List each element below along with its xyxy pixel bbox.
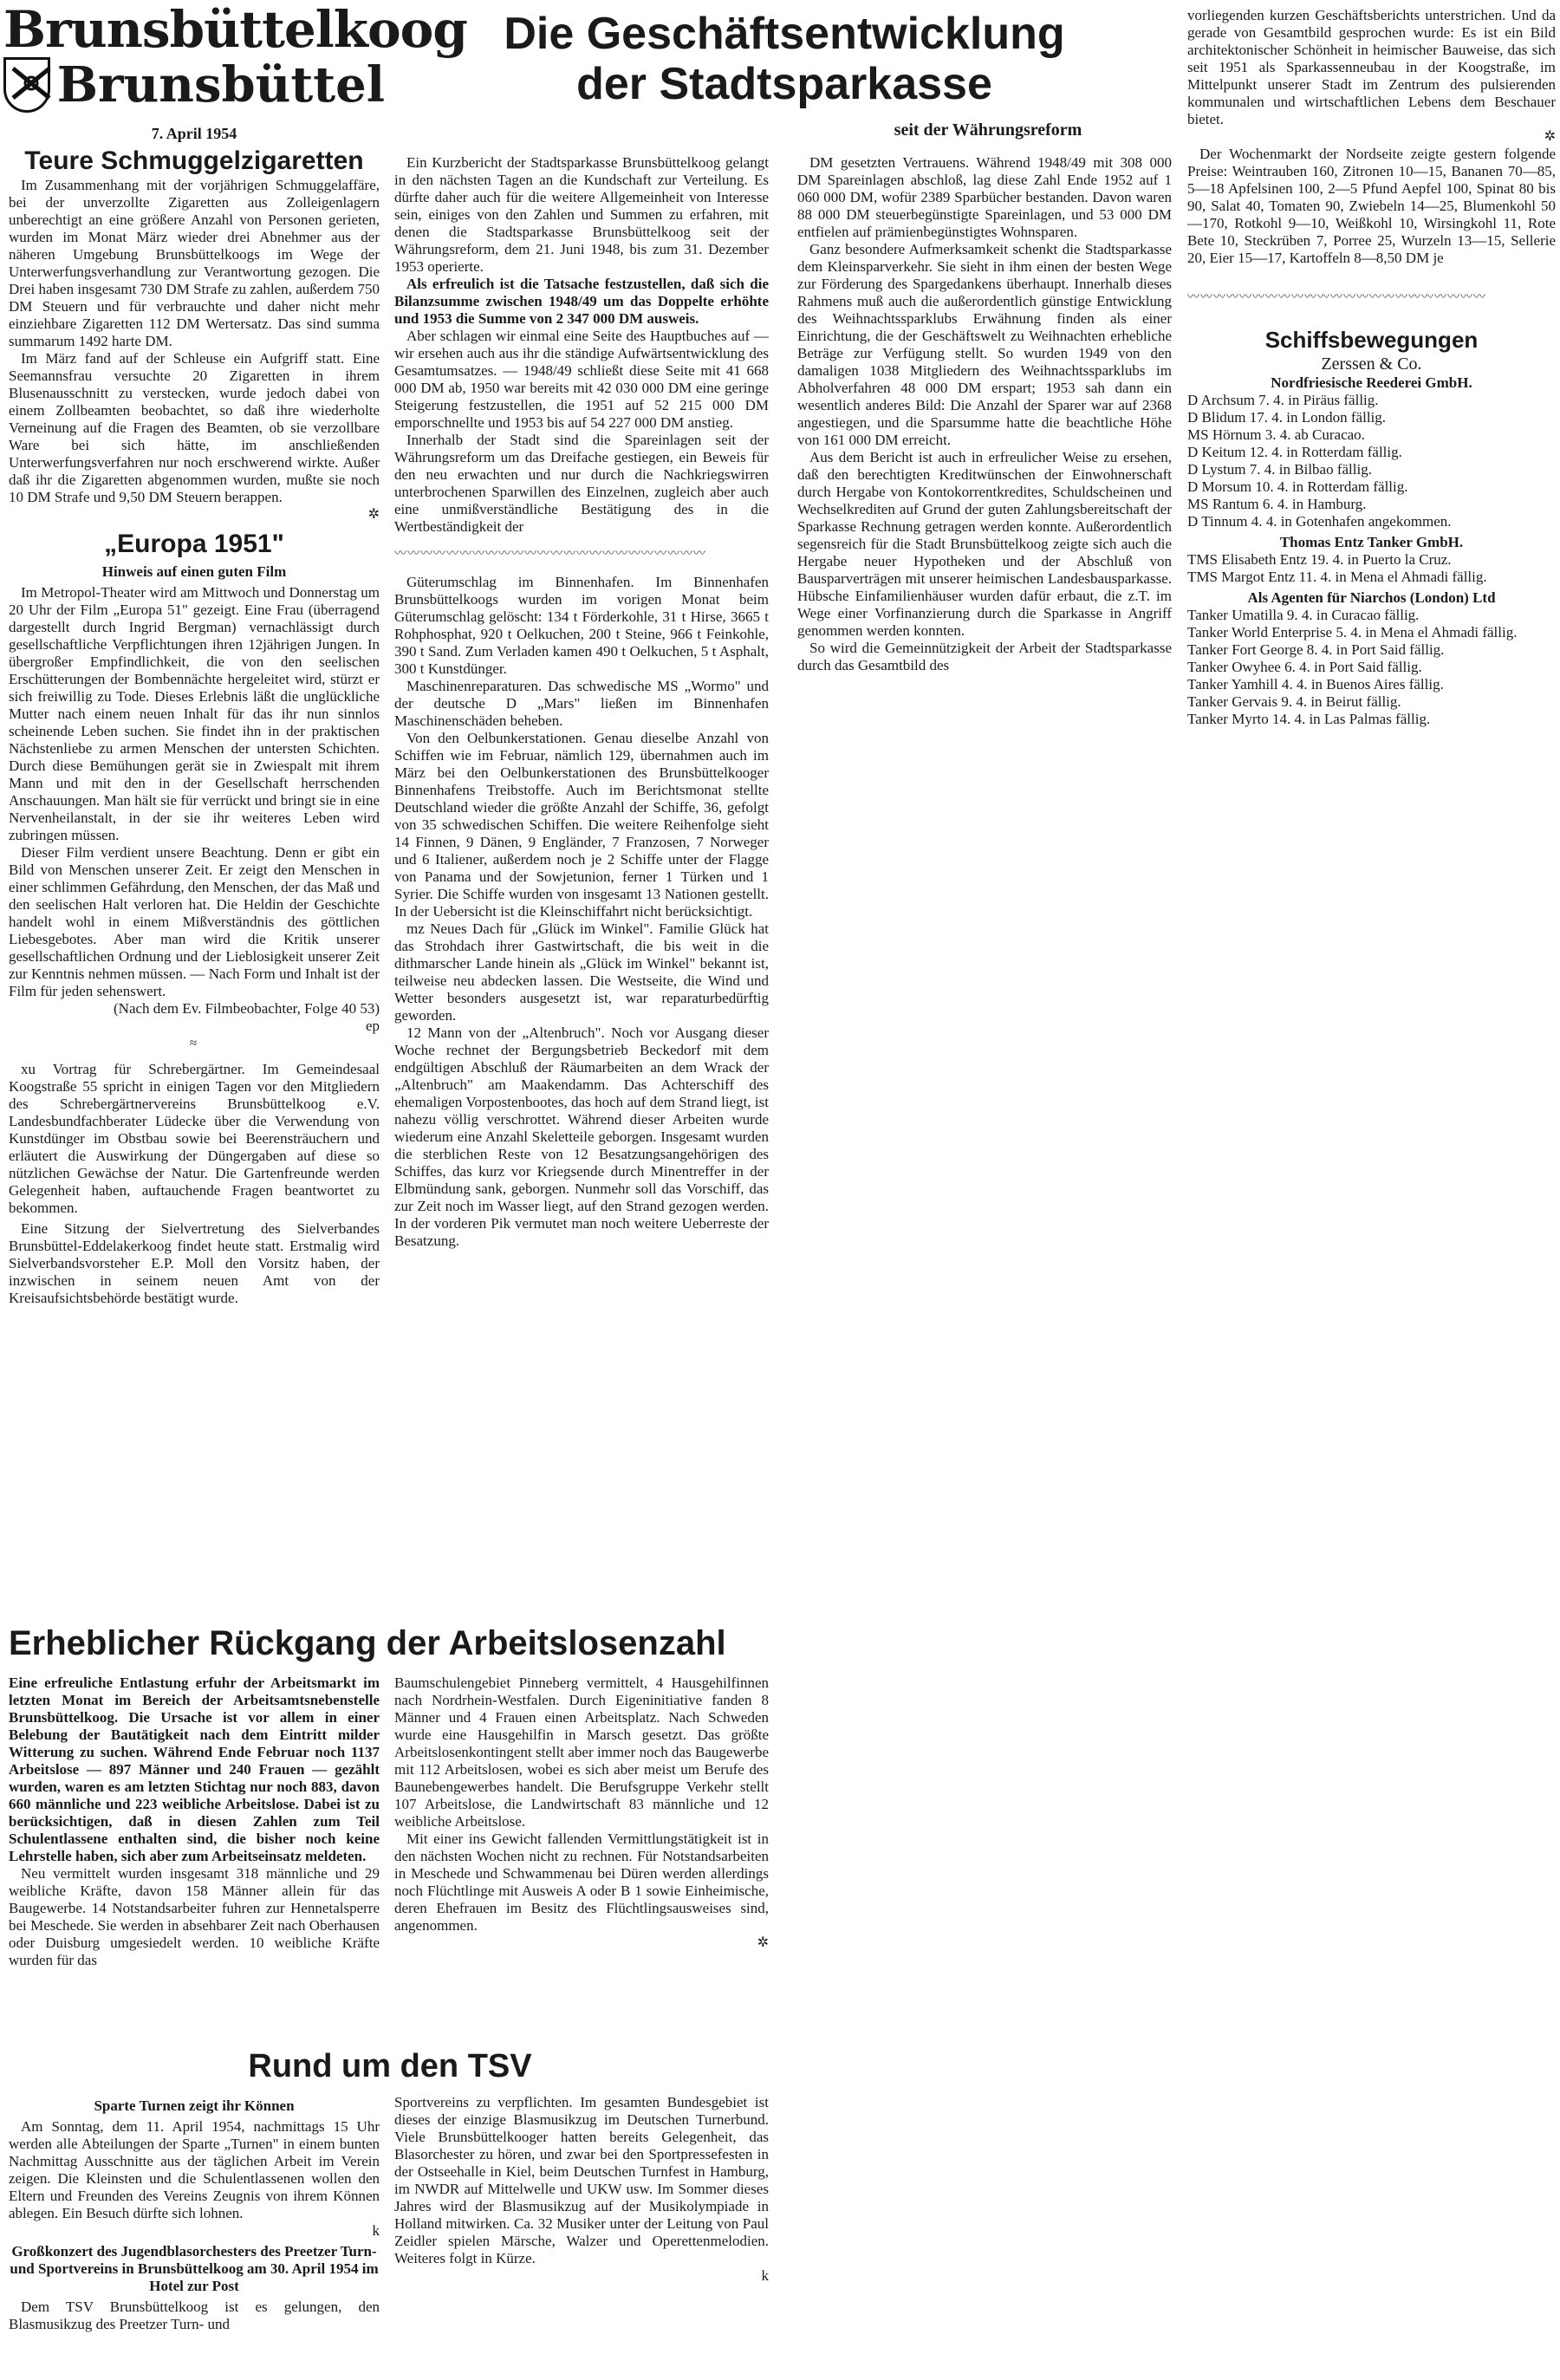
article-paragraph: Güterumschlag im Binnenhafen. Im Binnenhafen Brunsbüttelkoogs wurden im vorigen Monat beim Güterumschlag gelöscht: 134 t Förderkohle, 31 t Hirse, 3665 t Rohphosphat, 920 t Oelkuchen, 200 t Steine, 966 t Feinkohle, 390 t Sand. Zum Verladen kamen 490 t Oelkuchen, 5 t Asphalt, 300 t Kunstdünger. [394,574,769,677]
article-paragraph: Ein Kurzbericht der Stadtsparkasse Brunsbüttelkoog gelangt in den nächsten Tagen an die Kundschaft zur Verteilung. Es dürfte daher auch für die weitere Allgemeinheit von Interesse sein, einiges von den Zahlen und Summen zu erfahren, mit denen die Stadtsparkasse Brunsbüttelkoog seit der Währungsreform, dem 21. Juni 1948, bis zum 31. Dezember 1953 operierte. [394,154,769,275]
author-sign: ep [365,1018,380,1034]
headline-schiff: Schiffsbewegungen [1264,327,1479,353]
separator-mark: ≈ [189,1037,199,1050]
ship-list [1187,607,1556,728]
company-name: Als Agenten für Niarchos (London) Ltd [1247,589,1496,606]
article-paragraph: Neu vermittelt wurden insgesamt 318 männliche und 29 weibliche Kräfte, davon 158 Männer allein für das Baugewerbe. 14 Notstandsarbeiter fuhren zur Hennetalsperre bei Meschede. Sie werden in absehbarer Zeit nach Oberhausen oder Duisburg umgesiedelt werden. 10 weibliche Kräfte wurden für das [9,1865,380,1968]
article-paragraph: Dieser Film verdient unsere Beachtung. Denn er gibt ein Bild von Menschen unserer Zeit. Er zeigt den Menschen in einer schlimmen Gefährdung, den Menschen, der das Maß und den seelischen Halt verloren hat. Die Heldin der Geschichte handelt wohl in einem Mißverständnis des göttlichen Liebesgebotes. Aber man wird die Kritik unserer gesellschaftlichen Ordnung und der Lieblosigkeit unserer Zeit zur Kenntnis nehmen müssen. — Nach Form und Inhalt ist der Film für jeden sehenswert. [9,844,380,999]
ship-list [1187,551,1556,586]
article-paragraph: Baumschulengebiet Pinneberg vermittelt, 4 Hausgehilfinnen nach Nordrhein-Westfalen. Durch Eigeninitiative fanden 8 Männer und 4 Frauen einen Arbeitsplatz. Nach Schweden wurde eine Hausgehilfin in Marsch gesetzt. Das größte Arbeitslosenkontingent stellt aber immer noch das Baugewerbe mit 112 Arbeitslosen, wobei es sich aber meist um Berufe des Baunebengewerbes handelt. Die Berufsgruppe Verkehr stellt 107 Arbeitslose, die Landwirtschaft 83 männliche und 12 weibliche Arbeitslose. [394,1674,769,1830]
article-paragraph: Als erfreulich ist die Tatsache festzustellen, daß sich die Bilanzsumme zwischen 1948/49 um das Doppelte erhöhte und 1953 die Summe von 2 347 000 DM ausweis. [394,276,769,327]
masthead-subtitle: Brunsbüttel [56,56,385,114]
article-paragraph: Aus dem Bericht ist auch in erfreulicher Weise zu ersehen, daß den berechtigten Kreditwünschen der Einwohnerschaft durch Hergabe von Kontokorrentkredites, Schuldscheinen und Wechselkrediten auf Grund der guten Zahlungsbereitschaft der Sparkasse Rechnung getragen werden konnte. Außerordentlich segensreich für die Stadt Brunsbüttelkoog zeigte sich auch die Hergabe neuer Hypotheken und der Abschluß von Bausparverträgen mit unserer heimischen Landesbausparkasse. Hübsche Einfamilienhäuser wurden dafür erbaut, die z.T. im Wege einer Vorfinanzierung durch die Sparkasse in Angriff genommen werden konnten. [797,449,1172,639]
article-paragraph: Von den Oelbunkerstationen. Genau dieselbe Anzahl von Schiffen wie im Februar, nämlich 129, übernahmen auch im März bei den Oelbunkerstationen des Brunsbüttelkooger Binnenhafens Treibstoffe. Auch im Berichtsmonat stellte Deutschland wieder die größte Anzahl der Schiffe, 36, gefolgt von 35 schwedischen Schiffen. Die weitere Reihenfolge sieht 14 Finnen, 9 Dänen, 9 Engländer, 7 Franzosen, 7 Norweger und 6 Italiener, außerdem noch je 2 Schiffe unter der Flagge von Panama und der Sowjetunion, ferner 1 Türken und 1 Syrier. Die Schiffe wurden von insgesamt 13 Nationen gestellt. In der Uebersicht ist die Kleinschiffahrt nicht berücksichtigt. [394,730,769,920]
end-mark: ✲ [757,1935,769,1950]
article-paragraph: Maschinenreparaturen. Das schwedische MS „Wormo" und der deutsche D „Mars" ließen im Binnenhafen Maschinenschäden beheben. [394,678,769,729]
wavy-rule: 〰〰〰〰〰〰〰〰〰〰〰〰〰〰〰〰〰〰〰〰〰〰〰〰 [394,548,706,561]
arbeit-column-2 [394,1674,769,1952]
article-paragraph: Innerhalb der Stadt sind die Spareinlagen seit der Währungsreform um das Dreifache gestiegen, ein Beweis für den neu erwachten und nur durch die Nachkriegswirren unterbrochenen Sparwillen des Einzelnen, zugleich aber auch eine unmißverständliche Bestätigung des in die Wertbeständigkeit der [394,432,769,535]
ship-entry: Tanker World Enterprise 5. 4. in Mena el Ahmadi fällig. [1187,624,1518,641]
left-column [9,125,380,1307]
ship-entry: D Blidum 17. 4. in London fällig. [1187,409,1387,426]
author-sign: k [761,2267,769,2284]
headline-sparkasse: Die Geschäftsentwicklung der Stadtsparkasse [504,9,1065,109]
issue-date: 7. April 1954 [151,125,237,142]
article-paragraph: Aber schlagen wir einmal eine Seite des Hauptbuches auf — wir ersehen auch aus ihr die ständige Aufwärtsentwicklung des Gesamtumsatzes. — 1948/49 schließt diese Seite mit 41 668 000 DM ab, 1950 war bereits mit 42 030 000 DM eine geringe Steigerung festzustellen, die 1951 auf 52 215 000 DM emporschnellte und 1953 bis auf 54 227 000 DM anstieg. [394,328,769,431]
article-paragraph: mz Neues Dach für „Glück im Winkel". Familie Glück hat das Strohdach ihrer Gastwirtschaft, die bis weit in die dithmarscher Lande hinein als „Glück im Winkel" bekannt ist, teilweise neu abdecken lassen. Die Westseite, die Wind und Wetter besonders ausgesetzt ist, war reparaturbedürftig geworden. [394,920,769,1024]
center-column [394,154,769,1250]
article-paragraph: xu Vortrag für Schrebergärtner. Im Gemeindesaal Koogstraße 55 spricht in einigen Tagen vor den Mitgliedern des Schrebergärtnervereins Brunsbüttelkoog e.V. Landesbundfachberater Lüdecke über die Verwendung von Kunstdünger im Obstbau sowie bei Beerensträuchern und erläutert die Auswirkung der Düngergaben auf diese so nützlichen Gewächse der Natur. Die Gartenfreunde werden Gelegenheit haben, auftauchende Fragen beantwortet zu bekommen. [9,1061,380,1216]
coat-of-arms-icon [3,57,50,113]
article-paragraph: Ganz besondere Aufmerksamkeit schenkt die Stadtsparkasse dem Kleinsparverkehr. Sie sieht in ihm einen der besten Wege zur Förderung des Spargedankens überhaupt. Innerhalb dieses Rahmens muß auch die außerordentlich günstige Entwicklung des Weihnachtssparklubs Erwähnung finden als einer Einrichtung, die der Geschäftswelt zu Weihnachten erhebliche Beträge zur Verfügung stellt. So wurden 1949 von den damaligen 1038 Mitgliedern des Weihnachtssparklubs im Abholverfahren 48 000 DM erspart; 1953 sah dann ein wesentlich anderes Bild: Die Anzahl der Sparer war auf 2368 angestiegen, und die Sparsumme hatte die beachtliche Höhe von 161 000 DM erreicht. [797,241,1172,448]
end-mark: ✲ [367,507,380,522]
ship-entry: Tanker Myrto 14. 4. in Las Palmas fällig. [1187,711,1431,727]
right-column [1187,7,1556,728]
article-paragraph: Sportvereins zu verpflichten. Im gesamten Bundesgebiet ist dieses der einzige Blasmusikzug im Deutschen Turnerbund. Viele Brunsbüttelkooger hatten bereits Gelegenheit, das Blasorchester zu hören, und zwar bei den Sportpressefesten in der Ostseehalle in Kiel, beim Deutschen Turnfest in Hamburg, im NWDR auf Mittelwelle und UKW usw. Im Sommer dieses Jahres wird der Blasmusikzug auf der Musikolympiade in Holland mitwirken. Ca. 32 Musiker unter der Leitung von Paul Zeidler spielen Märsche, Walzer und Operettenmelodien. Weiteres folgt in Kürze. [394,2094,769,2266]
wavy-rule: 〰〰〰〰〰〰〰〰〰〰〰〰〰〰〰〰〰〰〰〰〰〰〰 [1187,291,1486,304]
author-sign: k [372,2222,380,2239]
article-paragraph: Dem TSV Brunsbüttelkoog ist es gelungen, den Blasmusikzug des Preetzer Turn- und [9,2299,380,2332]
subheadline-turnen: Sparte Turnen zeigt ihr Können [94,2097,295,2114]
market-prices: Der Wochenmarkt der Nordseite zeigte gestern folgende Preise: Weintrauben 160, Zitronen 10—15, Bananen 70—85, 5—18 Apfelsinen 100, 2—5 Pfund Aepfel 100, Spinat 80 bis 90, Salat 40, Tomaten 90, Zwiebeln 14—25, Blumenkohl 50—170, Rotkohl 9—10, Weißkohl 10, Wirsingkohl 11, Rote Bete 10, Steckrüben 7, Porree 25, Wurzeln 13—15, Sellerie 20, Eier 15—17, Kartoffeln 8—8,50 DM je [1187,146,1556,266]
tsv-column-2 [394,2094,769,2285]
article-paragraph: 12 Mann von der „Altenbruch". Noch vor Ausgang dieser Woche rechnet der Bergungsbetrieb Beckedorf mit dem endgültigen Abschluß der Räumarbeiten an dem Wrack der „Altenbruch" am Maakendamm. Das Achterschiff des ehemaligen Vorpostenbootes, das hoch auf dem Strand liegt, ist nahezu völlig verschrottet. Während dieser Arbeiten wurde wiederum eine Anzahl Skeletteile geborgen. Insgesamt wurden die sterblichen Reste von 12 Besatzungsangehörigen des Schiffes, das kurz vor Kriegsende durch Minentreffer in der Elbmündung sank, geborgen. Nunmehr soll das Vorschiff, das zur Zeit noch im Wasser liegt, auf den Strand gezogen werden. In der vorderen Pik vermutet man noch weitere Ueberreste der Besatzung. [394,1024,769,1249]
ship-entry: D Lystum 7. 4. in Bilbao fällig. [1187,461,1372,478]
masthead-title: Brunsbüttelkoog [3,0,467,59]
article-lead: Eine erfreuliche Entlastung erfuhr der Arbeitsmarkt im letzten Monat im Bereich der Arbeitsamtsnebenstelle Brunsbüttelkoog. Die Ursache ist vor allem in einer Belebung der Bautätigkeit nach dem Eintritt milder Witterung zu suchen. Während Ende Februar noch 1137 Arbeitslose — 897 Männer und 240 Frauen — gezählt wurden, waren es am letzten Stichtag nur noch 883, davon 660 männliche und 223 weibliche Arbeitslose. Dabei ist zu berücksichtigen, daß in diesen Zahlen zum Teil Schulentlassene enthalten sind, die bisher noch keine Lehrstelle haben, sich aber zum Arbeitseinsatz meldeten. [9,1674,380,1864]
ship-entry: TMS Elisabeth Entz 19. 4. in Puerto la Cruz. [1187,551,1452,568]
article-paragraph: Am Sonntag, dem 11. April 1954, nachmittags 15 Uhr werden alle Abteilungen der Sparte „Turnen" in einem bunten Nachmittag Ausschnitte aus der täglichen Arbeit im Verein zeigen. Die Kleinsten und die Schulentlassenen wollen den Eltern und Freunden des Vereins Zeugnis von ihrem Können ablegen. Ein Besuch dürfte sich lohnen. [9,2118,380,2221]
article-paragraph: Im März fand auf der Schleuse ein Aufgriff statt. Eine Seemannsfrau versuchte 20 Zigaretten in ihrem Blusenausschnitt zu verstecken, wurde jedoch dabei von einem Zollbeamten beobachtet, so daß ihre wiederholte Verneinung auf die Fragen des Beamten, ob sie verzollbare Ware bei sich hätte, im anschließenden Unterwerfungsverfahren nur noch erschwerend wirkte. Außer daß ihr die Zigaretten abgenommen wurden, mußte sie noch 10 DM Strafe und 9,50 DM Steuern berappen. [9,350,380,505]
article-paragraph: DM gesetzten Vertrauens. Während 1948/49 mit 308 000 DM Spareinlagen abschloß, lag diese Zahl Ende 1952 auf 1 060 000 DM, wofür 2389 Sparbücher bestanden. Davon waren 88 000 DM steuerbegünstigte Spareinlagen, und 53 000 DM entfielen auf prämienbegünstigtes Wohnsparen. [797,154,1172,240]
company-name: Zerssen & Co. [1321,354,1422,374]
article-paragraph: vorliegenden kurzen Geschäftsberichts unterstrichen. Und da gerade von Gesamtbild gesprochen wurde: Es ist ein Bild architektonischer Schönheit in heimischer Bauweise, das sich seit 1951 als Sparkassenneubau in der Koogstraße, im Mittelpunkt unserer Stadt im Zentrum des pulsierenden kommunalen und wirtschaftlichen Lebens dem Beschauer bietet. [1187,7,1556,127]
article-paragraph: Im Zusammenhang mit der vorjährigen Schmuggelaffäre, bei der unverzollte Zigaretten aus Zolleigenlagern unberechtigt an eine größere Anzahl von Personen gerieten, wurden im Monat März wieder drei Abnehmer aus der näheren Umgebung Brunsbüttelkoogs im Wege der Unterwerfungsverhandlung zur Verantwortung gezogen. Die Drei haben insgesamt 730 DM Strafe zu zahlen, außerdem 750 DM Steuern und für verbrauchte und daher nicht mehr einziehbare Zigaretten 112 DM Wertersatz. Das sind summa summarum 1492 harte DM. [9,177,380,349]
subheadline-europa: Hinweis auf einen guten Film [101,563,287,580]
ship-entry: TMS Margot Entz 11. 4. in Mena el Ahmadi fällig. [1187,569,1487,585]
company-name: Thomas Entz Tanker GmbH. [1279,534,1464,550]
ship-entry: Tanker Yamhill 4. 4. in Buenos Aires fällig. [1187,676,1444,693]
ship-entry: D Archsum 7. 4. in Piräus fällig. [1187,392,1379,408]
ship-entry: MS Hörnum 3. 4. ab Curacao. [1187,426,1365,443]
article-paragraph: Im Metropol-Theater wird am Mittwoch und Donnerstag um 20 Uhr der Film „Europa 51" gezeigt. Eine Frau (überragend dargestellt durch Ingrid Bergman) vernachlässigt durch gesellschaftliche Verpflichtungen ihren 12jährigen Jungen. In übergroßer Empfindlichkeit, die von den seelischen Erschütterungen der Bombennächte hergeleitet wird, stürzt er sich freiwillig zu Tode. Dieses Erlebnis läßt die unglückliche Mutter nach einem neuen Inhalt für das ihr nun sinnlos scheinende Leben suchen. Sie findet ihn in der praktischen Nächstenliebe zu armen Menschen der untersten Schichten. Durch diese Bemühungen gerät sie in Zwiespalt mit ihrem Mann und mit den in der Gesellschaft herrschenden Anschauungen. Man hält sie für verrückt und bringt sie in eine Nervenheilanstalt, in der sie ihr weiteres Leben wird zubringen müssen. [9,584,380,843]
article-paragraph: Mit einer ins Gewicht fallenden Vermittlungstätigkeit ist in den nächsten Wochen nicht zu rechnen. Für Notstandsarbeiten in Meschede und Schwammenau bei Düren werden allerdings noch Flüchtlinge mit Ausweis A oder B 1 sowie Einheimische, deren Ehefrauen im Besitz des Flüchtlingsausweises sind, angenommen. [394,1831,769,1934]
arbeit-column-1 [9,1674,380,1969]
ship-entry: Tanker Gervais 9. 4. in Beirut fällig. [1187,693,1401,710]
headline-schmuggel: Teure Schmuggelzigaretten [24,146,364,175]
tsv-column-1 [9,2094,380,2333]
end-mark: ✲ [1544,129,1556,144]
headline-arbeit: Erheblicher Rückgang der Arbeitslosenzahl [9,1624,726,1662]
ship-entry: Tanker Owyhee 6. 4. in Port Said fällig. [1187,659,1422,675]
company-name: Nordfriesische Reederei GmbH. [1271,374,1472,391]
ship-entry: Tanker Umatilla 9. 4. in Curacao fällig. [1187,607,1420,623]
ship-entry: MS Rantum 6. 4. in Hamburg. [1187,496,1367,512]
subheadline-sparkasse: seit der Währungsreform [894,120,1082,140]
subheadline-konzert: Großkonzert des Jugendblasorchesters des Preetzer Turn- und Sportvereins in Brunsbüttelkoog am 30. April 1954 im Hotel zur Post [10,2243,379,2294]
ship-entry: D Tinnum 4. 4. in Gotenhafen angekommen. [1187,513,1452,530]
ship-entry: Tanker Fort George 8. 4. in Port Said fällig. [1187,641,1445,658]
center-right-column [797,154,1172,674]
headline-tsv: Rund um den TSV [248,2048,532,2084]
ship-entry: D Keitum 12. 4. in Rotterdam fällig. [1187,444,1402,460]
masthead [3,0,467,114]
ship-entry: D Morsum 10. 4. in Rotterdam fällig. [1187,478,1408,495]
article-source: (Nach dem Ev. Filmbeobachter, Folge 40 53) [114,1000,380,1017]
ship-list [1187,392,1556,530]
headline-europa: „Europa 1951" [104,530,284,558]
article-paragraph: Eine Sitzung der Sielvertretung des Sielverbandes Brunsbüttel-Eddelakerkoog findet heute statt. Erstmalig wird Sielverbandsvorsteher E.P. Moll den Vorsitz haben, der inzwischen in seinem neuen Amt von der Kreisaufsichtsbehörde bestätigt wurde. [9,1220,380,1306]
article-paragraph: So wird die Gemeinnützigkeit der Arbeit der Stadtsparkasse durch das Gesamtbild des [797,640,1172,673]
